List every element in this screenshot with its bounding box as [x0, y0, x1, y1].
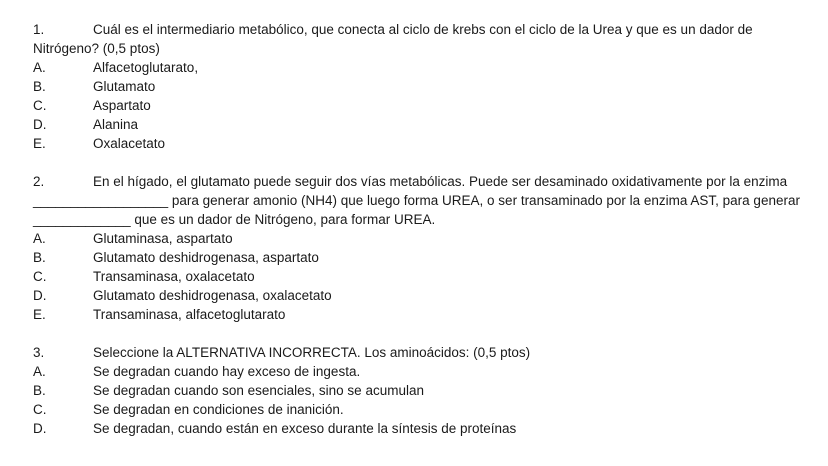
question-1-text: Cuál es el intermediario metabólico, que conecta al ciclo de krebs con el ciclo de la Urea y que es un dador de Nitrógeno? (0,5 ptos)	[33, 22, 753, 56]
question-1-option-e	[33, 134, 804, 153]
question-3-option-a	[33, 362, 804, 381]
question-2-option-a-text: Glutaminasa, aspartato	[93, 231, 233, 246]
question-2-option-e-letter: E.	[33, 307, 46, 322]
question-3-option-d-text: Se degradan, cuando están en exceso durante la síntesis de proteínas	[93, 421, 517, 436]
question-2-option-c	[33, 267, 804, 286]
question-3-option-c-letter: C.	[33, 402, 47, 417]
question-1-option-a-text: Alfacetoglutarato,	[93, 60, 199, 75]
question-1-option-d	[33, 115, 804, 134]
question-3-option-b-letter: B.	[33, 383, 46, 398]
question-3-text: Seleccione la ALTERNATIVA INCORRECTA. Los aminoácidos: (0,5 ptos)	[93, 345, 531, 360]
question-2-option-c-letter: C.	[33, 269, 47, 284]
question-1-option-b	[33, 77, 804, 96]
question-3-number: 3.	[33, 345, 45, 360]
question-1-option-c-text: Aspartato	[93, 98, 151, 113]
question-3-option-a-letter: A.	[33, 364, 46, 379]
question-1-option-e-text: Oxalacetato	[93, 136, 166, 151]
question-3-stem	[33, 343, 804, 362]
question-1-option-a-letter: A.	[33, 60, 46, 75]
question-1-option-d-letter: D.	[33, 117, 47, 132]
question-3-option-c-text: Se degradan en condiciones de inanición.	[93, 402, 344, 417]
question-1-stem	[33, 20, 804, 58]
question-2-option-e	[33, 305, 804, 324]
question-3-option-c	[33, 400, 804, 419]
question-2-text: En el hígado, el glutamato puede seguir dos vías metabólicas. Puede ser desaminado oxidativamente por la enzima __________________ para generar amonio (NH4) que luego forma UREA, o ser transaminado por la enzima AST, para generar _____________ que es un dador de Nitrógeno, para formar UREA.	[33, 174, 800, 227]
question-2-stem	[33, 172, 804, 229]
question-3-option-d-letter: D.	[33, 421, 47, 436]
question-1-option-d-text: Alanina	[93, 117, 139, 132]
question-1-option-c-letter: C.	[33, 98, 47, 113]
question-2-number: 2.	[33, 174, 45, 189]
question-3-option-a-text: Se degradan cuando hay exceso de ingesta.	[93, 364, 361, 379]
question-2-option-d	[33, 286, 804, 305]
question-3-option-b-text: Se degradan cuando son esenciales, sino se acumulan	[93, 383, 424, 398]
question-3-option-b	[33, 381, 804, 400]
question-1-option-e-letter: E.	[33, 136, 46, 151]
question-2-option-c-text: Transaminasa, oxalacetato	[93, 269, 255, 284]
question-2-option-a-letter: A.	[33, 231, 46, 246]
question-3-block	[33, 343, 804, 438]
question-2-block	[33, 172, 804, 324]
question-1-option-b-text: Glutamato	[93, 79, 156, 94]
question-2-option-b-letter: B.	[33, 250, 46, 265]
question-3-option-d	[33, 419, 804, 438]
question-1-block	[33, 20, 804, 153]
question-2-option-a	[33, 229, 804, 248]
question-2-option-d-letter: D.	[33, 288, 47, 303]
question-2-option-b-text: Glutamato deshidrogenasa, aspartato	[93, 250, 319, 265]
question-1-number: 1.	[33, 22, 45, 37]
question-2-option-d-text: Glutamato deshidrogenasa, oxalacetato	[93, 288, 332, 303]
question-1-option-c	[33, 96, 804, 115]
question-1-option-b-letter: B.	[33, 79, 46, 94]
question-2-option-e-text: Transaminasa, alfacetoglutarato	[93, 307, 286, 322]
question-2-option-b	[33, 248, 804, 267]
question-1-option-a	[33, 58, 804, 77]
